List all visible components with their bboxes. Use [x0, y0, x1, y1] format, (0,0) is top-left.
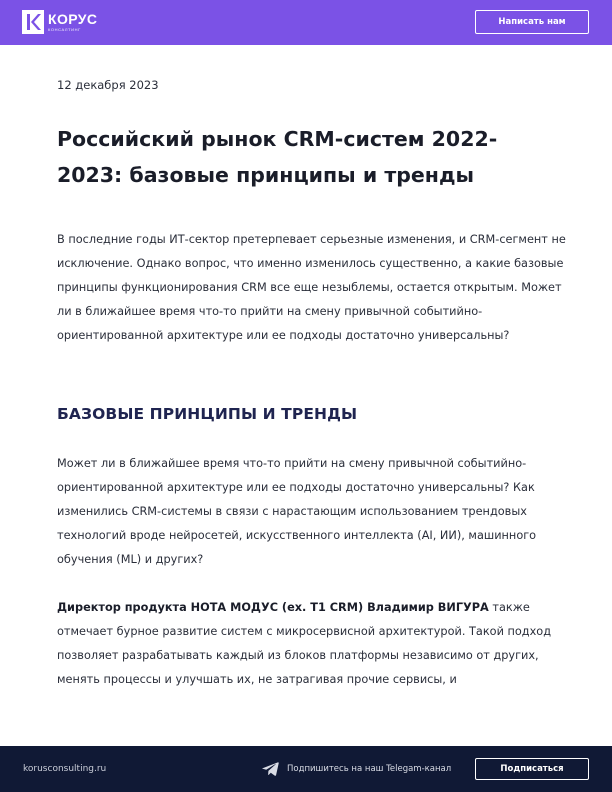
- logo-name: КОРУС: [48, 11, 98, 27]
- logo-subtitle: КОНСАЛТИНГ: [48, 27, 81, 32]
- telegram-text: Подпишитесь на наш Telegam-канал: [287, 764, 452, 774]
- site-footer: [0, 746, 612, 792]
- telegram-link[interactable]: [262, 746, 451, 792]
- site-header: [0, 0, 612, 45]
- quote-paragraph: [57, 596, 567, 692]
- section-paragraph: Может ли в ближайшее время что-то прийти на смену привычной событийно-ориентированной архитектуре или ее подходы достаточно универсальны? Как изменились CRM-системы в связи с нарастающим использованием трендовых технологий вроде нейросетей, искусственного интеллекта (AI, ИИ), машинного обучения (ML) и других?: [57, 457, 537, 566]
- article-date: 12 декабря 2023: [57, 78, 159, 92]
- footer-site-link[interactable]: korusconsulting.ru: [23, 764, 107, 774]
- write-to-us-button[interactable]: Написать нам: [475, 10, 589, 34]
- intro-paragraph: В последние годы ИТ-сектор претерпевает серьезные изменения, и CRM-сегмент не исключение. Однако вопрос, что именно изменилось существенно, а какие базовые принципы функционирования CRM все еще незыблемы, остается открытым. Может ли в ближайшее время что-то прийти на смену привычной событийно-ориентированной архитектуре или ее подходы достаточно универсальны?: [57, 233, 566, 342]
- korus-logo-icon: [22, 10, 44, 34]
- subscribe-button[interactable]: Подписаться: [475, 758, 589, 780]
- section-heading: БАЗОВЫЕ ПРИНЦИПЫ И ТРЕНДЫ: [57, 405, 358, 423]
- korus-logo[interactable]: [22, 10, 97, 34]
- article-title: Российский рынок CRM-систем 2022-2023: базовые принципы и тренды: [57, 127, 498, 187]
- quote-author: Директор продукта НОТА МОДУС (ex. Т1 CRM) Владимир ВИГУРА: [57, 601, 489, 614]
- logo-text: [48, 12, 97, 32]
- telegram-icon: [262, 762, 279, 776]
- quote-text: также отмечает бурное развитие систем с микросервисной архитектурой. Такой подход позволяет разрабатывать каждый из блоков платформы независимо от других, менять процессы и улучшать их, не затрагивая прочие сервисы, и: [57, 601, 552, 686]
